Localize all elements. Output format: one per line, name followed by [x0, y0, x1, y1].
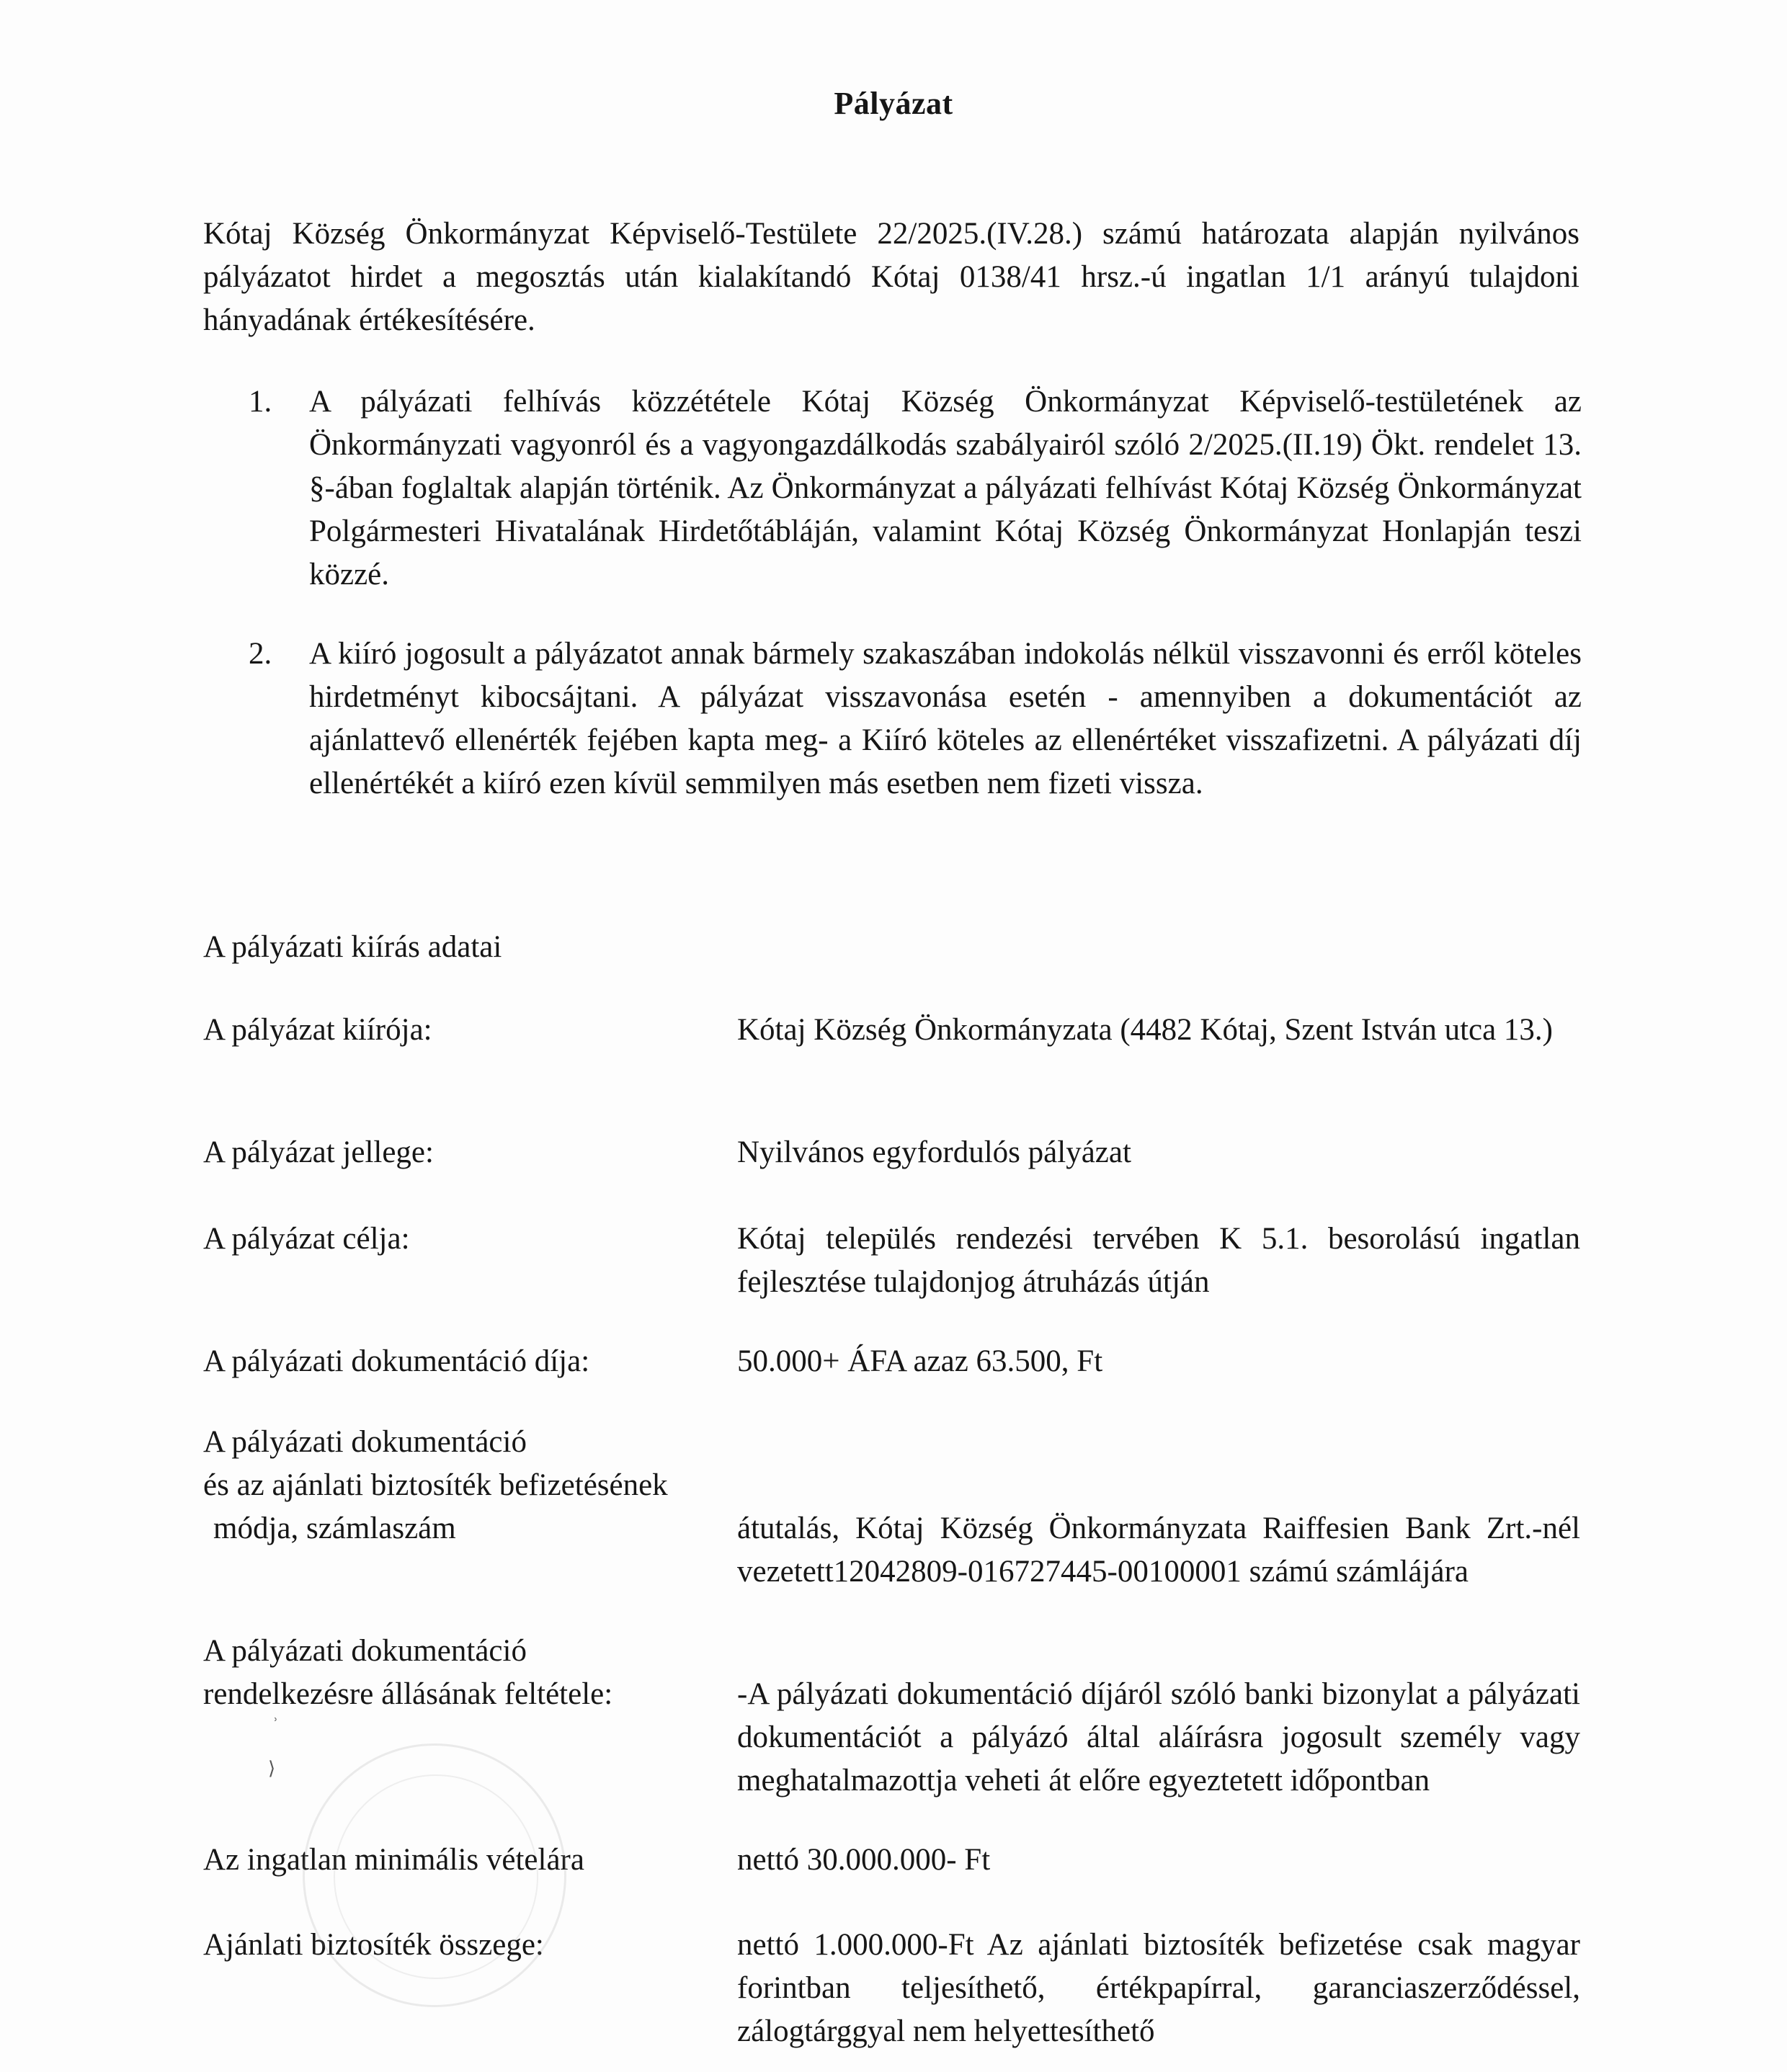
- section-heading: A pályázati kiírás adatai: [203, 930, 502, 964]
- label-line: A pályázati dokumentáció: [203, 1634, 527, 1668]
- field-value-availability: -A pályázati dokumentáció díjáról szóló banki bizonylat a pályázati dokumentációt a pályázó által aláírásra jogosult személy vagy meghatalmazottja veheti át előre egyeztetett időpontban: [737, 1677, 1580, 1798]
- item-number: 1.: [249, 385, 272, 419]
- field-value-type: Nyilvános egyfordulós pályázat: [737, 1135, 1131, 1169]
- field-label-type: A pályázat jellege:: [203, 1135, 434, 1169]
- item-text: A pályázati felhívás közzététele Kótaj Község Önkormányzat Képviselő-testületének az Önkormányzati vagyonról és a vagyongazdálkodás szabályairól szóló 2/2025.(II.19) Ökt. rendelet 13. §-ában foglaltak alapján történik. Az Önkormányzat a pályázati felhívást Kótaj Község Önkormányzat Polgármesteri Hivatalának Hirdetőtábláján, valamint Kótaj Község Önkormányzat Honlapján teszi közzé.: [309, 385, 1582, 591]
- field-label-issuer: A pályázat kiírója:: [203, 1013, 432, 1047]
- field-value-issuer: Kótaj Község Önkormányzata (4482 Kótaj, Szent István utca 13.): [737, 1013, 1554, 1047]
- pen-mark: ʾ: [272, 1715, 279, 1736]
- field-label-bid-security: Ajánlati biztosíték összege:: [203, 1928, 544, 1962]
- field-value-min-price: nettó 30.000.000- Ft: [737, 1843, 991, 1877]
- field-value-purpose: Kótaj település rendezési tervében K 5.1. besorolású ingatlan fejlesztése tulajdonjog átruházás útján: [737, 1222, 1580, 1299]
- label-line: rendelkezésre állásának feltétele:: [203, 1677, 613, 1711]
- field-value-payment: átutalás, Kótaj Község Önkormányzata Raiffesien Bank Zrt.-nél vezetett12042809-016727445-00100001 számú számlájára: [737, 1511, 1580, 1589]
- item-number: 2.: [249, 637, 272, 671]
- document-title: Pályázat: [834, 86, 953, 121]
- faded-stamp: [303, 1743, 566, 2007]
- field-label-purpose: A pályázat célja:: [203, 1222, 410, 1256]
- label-line: módja, számlaszám: [213, 1511, 456, 1545]
- label-line: és az ajánlati biztosíték befizetésének: [203, 1468, 668, 1502]
- field-label-payment: [203, 1421, 823, 1550]
- field-label-fee: A pályázati dokumentáció díja:: [203, 1344, 590, 1378]
- pen-mark: ⟩: [268, 1758, 276, 1779]
- field-value-fee: 50.000+ ÁFA azaz 63.500, Ft: [737, 1344, 1103, 1378]
- field-label-min-price: Az ingatlan minimális vételára: [203, 1843, 584, 1877]
- label-line: A pályázati dokumentáció: [203, 1425, 527, 1459]
- item-text: A kiíró jogosult a pályázatot annak bármely szakaszában indokolás nélkül visszavonni és erről köteles hirdetményt kibocsájtani. A pályázat visszavonása esetén - amennyiben a dokumentációt az ajánlattevő ellenérték fejében kapta meg- a Kiíró köteles az ellenértéket visszafizetni. A pályázati díj ellenértékét a kiíró ezen kívül semmilyen más esetben nem fizeti vissza.: [309, 637, 1582, 800]
- intro-paragraph: Kótaj Község Önkormányzat Képviselő-Testülete 22/2025.(IV.28.) számú határozata alapján nyilvános pályázatot hirdet a megosztás után kialakítandó Kótaj 0138/41 hrsz.-ú ingatlan 1/1 arányú tulajdoni hányadának értékesítésére.: [203, 217, 1579, 337]
- field-label-availability: [203, 1630, 722, 1716]
- field-value-bid-security: nettó 1.000.000-Ft Az ajánlati biztosíték befizetése csak magyar forintban teljesíthető, értékpapírral, garanciaszerződéssel, zálogtárggyal nem helyettesíthető: [737, 1928, 1580, 2048]
- faded-stamp-inner-ring: [334, 1774, 538, 1979]
